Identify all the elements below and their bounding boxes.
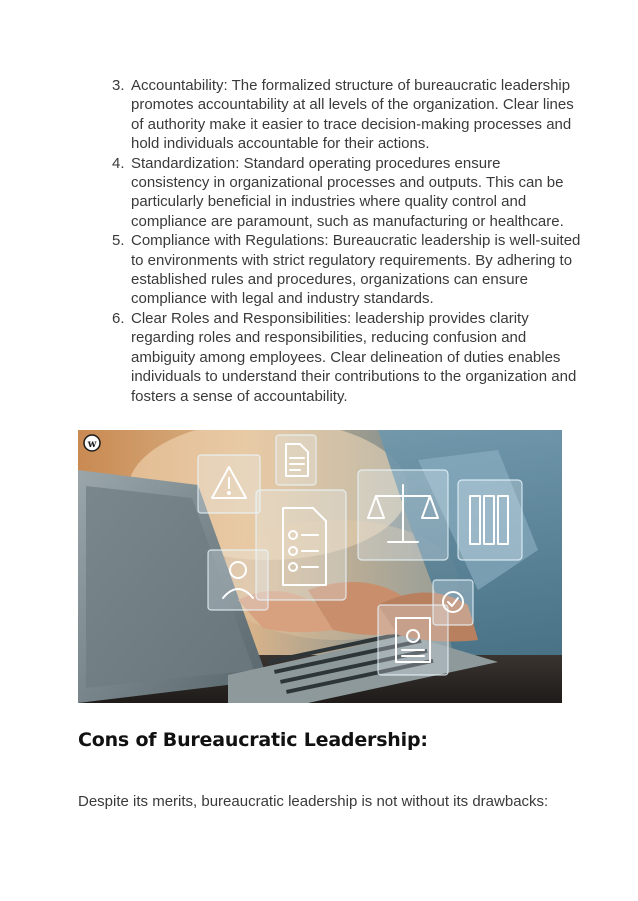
list-item-text: Compliance with Regulations: Bureaucratic leadership is well-suited to environments with strict regulatory requirements. By adhering to established rules and procedures, organizations can ensure compliance with legal and industry standards. [131,232,581,308]
list-number: 5. [112,232,125,250]
numbered-list [112,76,582,406]
list-item [112,309,582,406]
list-item [112,154,582,232]
list-number: 6. [112,309,125,327]
list-item-text: Standardization: Standard operating procedures ensure consistency in organizational processes and outputs. This can be particularly beneficial in industries where quality control and compliance are paramount, such as manufacturing or healthcare. [131,154,564,230]
list-item [112,76,582,154]
section-paragraph: Despite its merits, bureaucratic leadership is not without its drawbacks: [78,793,549,810]
list-item-text: Clear Roles and Responsibilities: leadership provides clarity regarding roles and responsibilities, reducing confusion and ambiguity among employees. Clear delineation of duties enables individuals to understand their contributions to the organization and fosters a sense of accountability. [131,309,577,405]
list-number: 3. [112,77,125,94]
hero-image [78,430,562,703]
logo-badge [84,435,100,451]
logo-letter: w [87,439,97,450]
laptop-compliance-illustration [78,430,562,703]
section-heading: Cons of Bureaucratic Leadership: [78,729,428,751]
list-item-text: Accountability: The formalized structure of bureaucratic leadership promotes accountability at all levels of the organization. Clear lines of authority make it easier to trace decision-making processes and hold individuals accountable for their actions. [131,77,574,153]
list-item [112,231,582,309]
list-number: 4. [112,154,125,172]
